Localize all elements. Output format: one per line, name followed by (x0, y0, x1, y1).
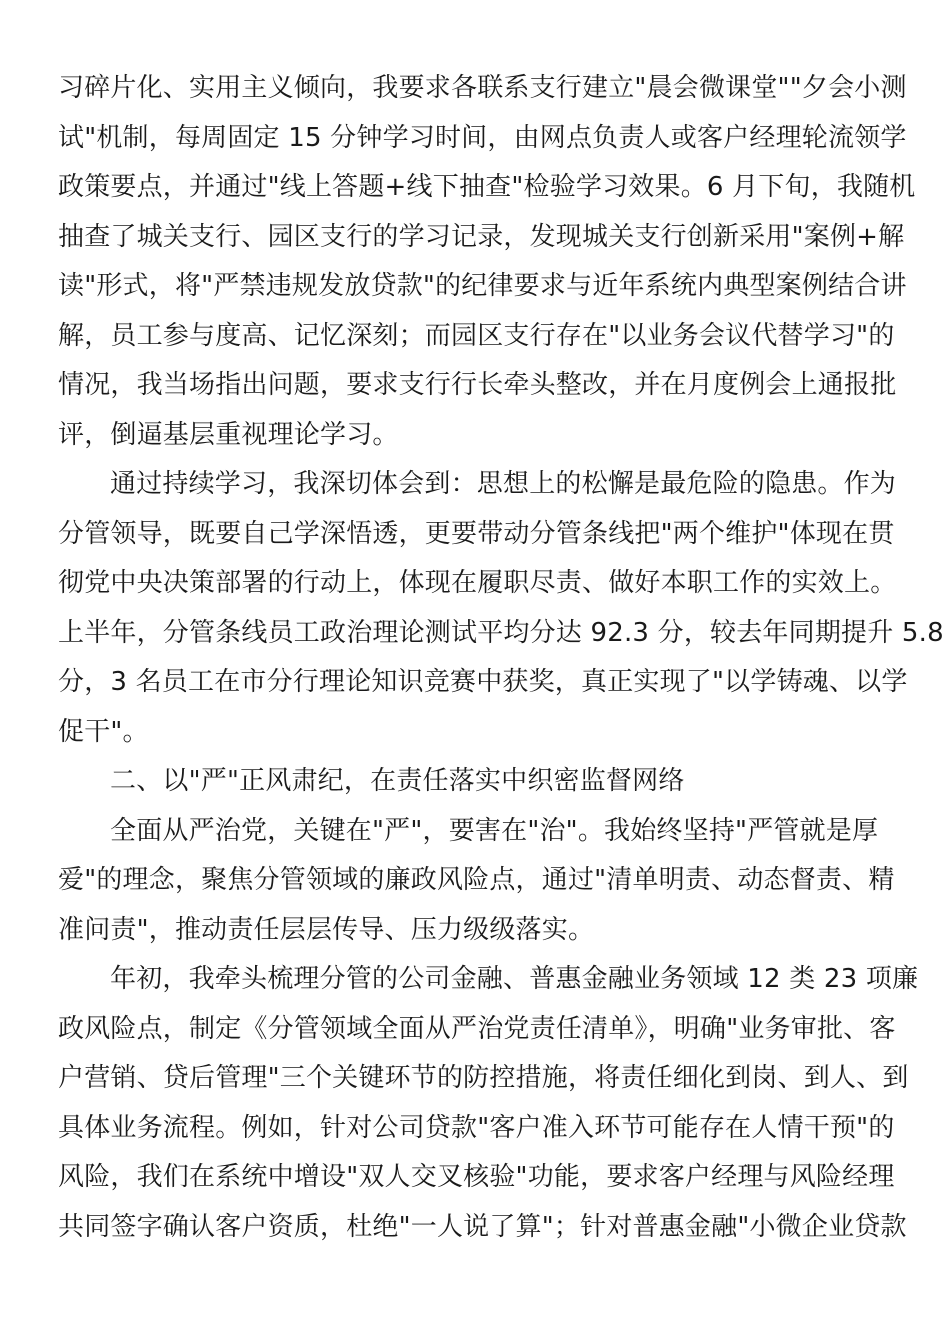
body-line: 分，3 名员工在市分行理论知识竞赛中获奖，真正实现了"以学铸魂、以学 (58, 667, 908, 697)
document-body (58, 64, 944, 1252)
body-line: 政策要点，并通过"线上答题+线下抽查"检验学习效果。6 月下旬，我随机 (58, 172, 916, 202)
body-line: 彻党中央决策部署的行动上，体现在履职尽责、做好本职工作的实效上。 (58, 568, 897, 598)
body-line: 共同签字确认客户资质，杜绝"一人说了算"；针对普惠金融"小微企业贷款 (58, 1211, 907, 1242)
body-line: 评，倒逼基层重视理论学习。 (58, 419, 399, 450)
body-line: 户营销、贷后管理"三个关键环节的防控措施，将责任细化到岗、到人、到 (58, 1063, 909, 1093)
body-line: 情况，我当场指出问题，要求支行行长牵头整改，并在月度例会上通报批 (58, 370, 897, 400)
paragraph-first-line: 全面从严治党，关键在"严"，要害在"治"。我始终坚持"严管就是厚 (110, 815, 879, 846)
body-line: 风险，我们在系统中增设"双人交叉核验"功能，要求客户经理与风险经理 (58, 1162, 895, 1192)
body-line: 分管领导，既要自己学深悟透，更要带动分管条线把"两个维护"体现在贯 (58, 518, 895, 549)
body-line: 具体业务流程。例如，针对公司贷款"客户准入环节可能存在人情干预"的 (58, 1112, 895, 1143)
body-line: 促干"。 (58, 716, 149, 747)
body-line: 习碎片化、实用主义倾向，我要求各联系支行建立"晨会微课堂""夕会小测 (58, 73, 907, 103)
body-line: 抽查了城关支行、园区支行的学习记录，发现城关支行创新采用"案例+解 (58, 221, 905, 252)
body-line: 解，员工参与度高、记忆深刻；而园区支行存在"以业务会议代替学习"的 (58, 320, 895, 351)
body-line: 上半年，分管条线员工政治理论测试平均分达 92.3 分，较去年同期提升 5.8 (58, 617, 944, 648)
body-line: 政风险点，制定《分管领域全面从严治党责任清单》，明确"业务审批、客 (58, 1013, 896, 1044)
paragraph-first-line: 年初，我牵头梳理分管的公司金融、普惠金融业务领域 12 类 23 项廉 (110, 964, 919, 994)
section-heading: 二、以"严"正风肃纪，在责任落实中织密监督网络 (110, 766, 685, 796)
paragraph-first-line: 通过持续学习，我深切体会到：思想上的松懈是最危险的隐患。作为 (110, 469, 897, 499)
body-line: 读"形式，将"严禁违规发放贷款"的纪律要求与近年系统内典型案例结合讲 (58, 271, 907, 301)
body-line: 爱"的理念，聚焦分管领域的廉政风险点，通过"清单明责、动态督责、精 (58, 865, 895, 895)
body-line: 准问责"，推动责任层层传导、压力级级落实。 (58, 914, 595, 945)
body-line: 试"机制，每周固定 15 分钟学习时间，由网点负责人或客户经理轮流领学 (58, 122, 907, 153)
